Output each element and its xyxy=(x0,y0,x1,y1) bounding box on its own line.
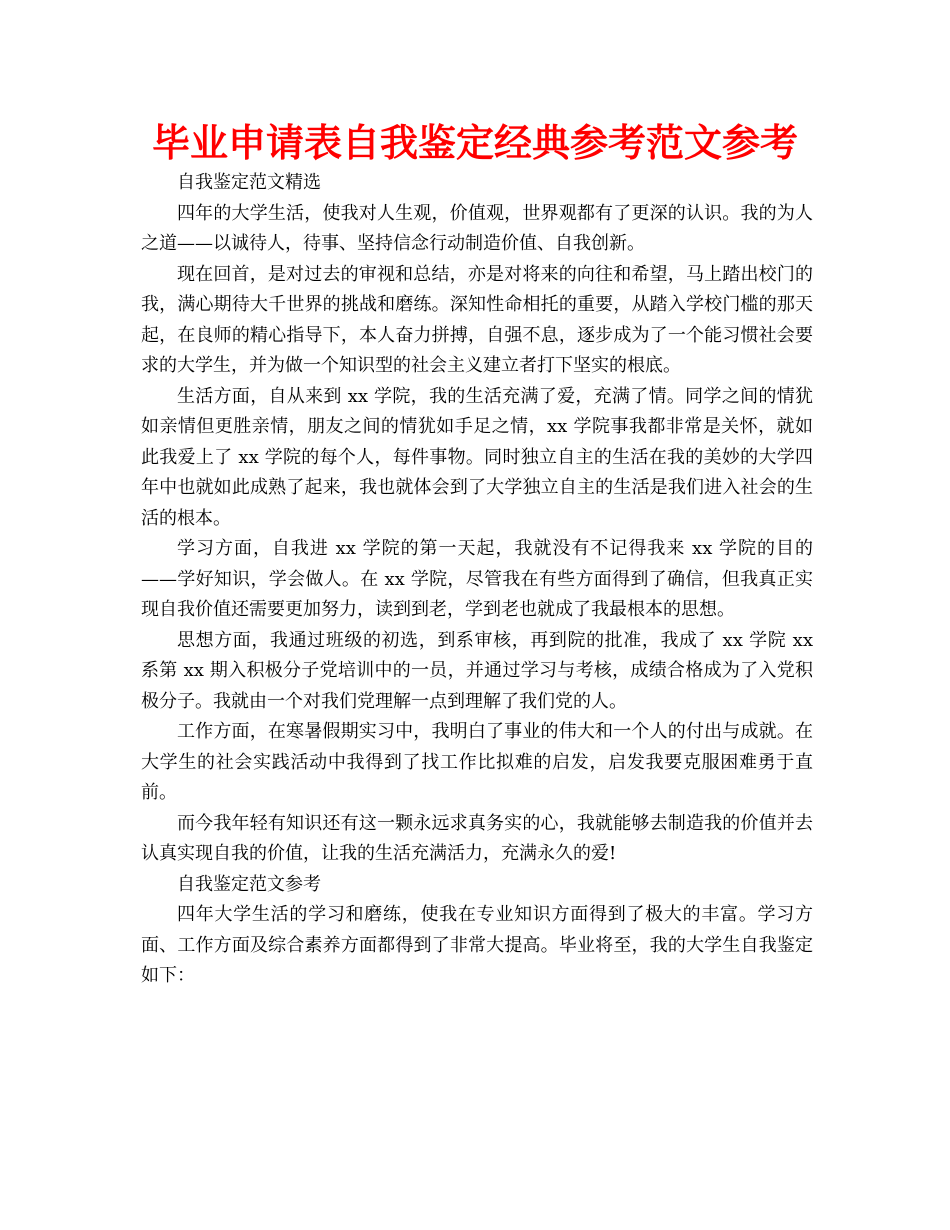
paragraph: 学习方面，自我进 xx 学院的第一天起，我就没有不记得我来 xx 学院的目的——学好知识，学会做人。在 xx 学院，尽管我在有些方面得到了确信，但我真正实现自我价值还需要更加努力，读到到老，学到老也就成了我最根本的思想。 xyxy=(141,538,813,620)
paragraph: 工作方面，在寒暑假期实习中，我明白了事业的伟大和一个人的付出与成就。在大学生的社会实践活动中我得到了找工作比拟难的启发，启发我要克服困难勇于直前。 xyxy=(141,721,813,803)
paragraph: 现在回首，是对过去的审视和总结，亦是对将来的向往和希望，马上踏出校门的我，满心期待大千世界的挑战和磨练。深知性命相托的重要，从踏入学校门槛的那天起，在良师的精心指导下，本人奋力拼搏，自强不息，逐步成为了一个能习惯社会要求的大学生，并为做一个知识型的社会主义建立者打下坚实的根底。 xyxy=(141,263,813,376)
section-heading: 自我鉴定范文参考 xyxy=(177,873,321,895)
paragraph: 而今我年轻有知识还有这一颗永远求真务实的心，我就能够去制造我的价值并去认真实现自我的价值，让我的生活充满活力，充满永久的爱! xyxy=(141,812,813,864)
section-heading: 自我鉴定范文精选 xyxy=(177,172,321,193)
paragraph: 生活方面，自从来到 xx 学院，我的生活充满了爱，充满了情。同学之间的情犹如亲情但更胜亲情，朋友之间的情犹如手足之情，xx 学院事我都非常是关怀，就如此我爱上了 xx 学院的每个人，每件事物。同时独立自主的生活在我的美妙的大学四年中也就如此成熟了起来，我也就体会到了大学独立自主的生活是我们进入社会的生活的根本。 xyxy=(141,385,813,529)
paragraph: 思想方面，我通过班级的初选，到系审核，再到院的批准，我成了 xx 学院 xx 系第 xx 期入积极分子党培训中的一员，并通过学习与考核，成绩合格成为了入党积极分子。我就由一个对我们党理解一点到理解了我们党的人。 xyxy=(141,629,813,712)
document-body xyxy=(141,168,813,992)
document-title: 毕业申请表自我鉴定经典参考范文参考 xyxy=(151,121,798,165)
paragraph: 四年大学生活的学习和磨练，使我在专业知识方面得到了极大的丰富。学习方面、工作方面及综合素养方面都得到了非常大提高。毕业将至，我的大学生自我鉴定如下： xyxy=(141,904,813,986)
paragraph: 四年的大学生活，使我对人生观，价值观，世界观都有了更深的认识。我的为人之道——以诚待人，待事、坚持信念行动制造价值、自我创新。 xyxy=(141,202,813,254)
